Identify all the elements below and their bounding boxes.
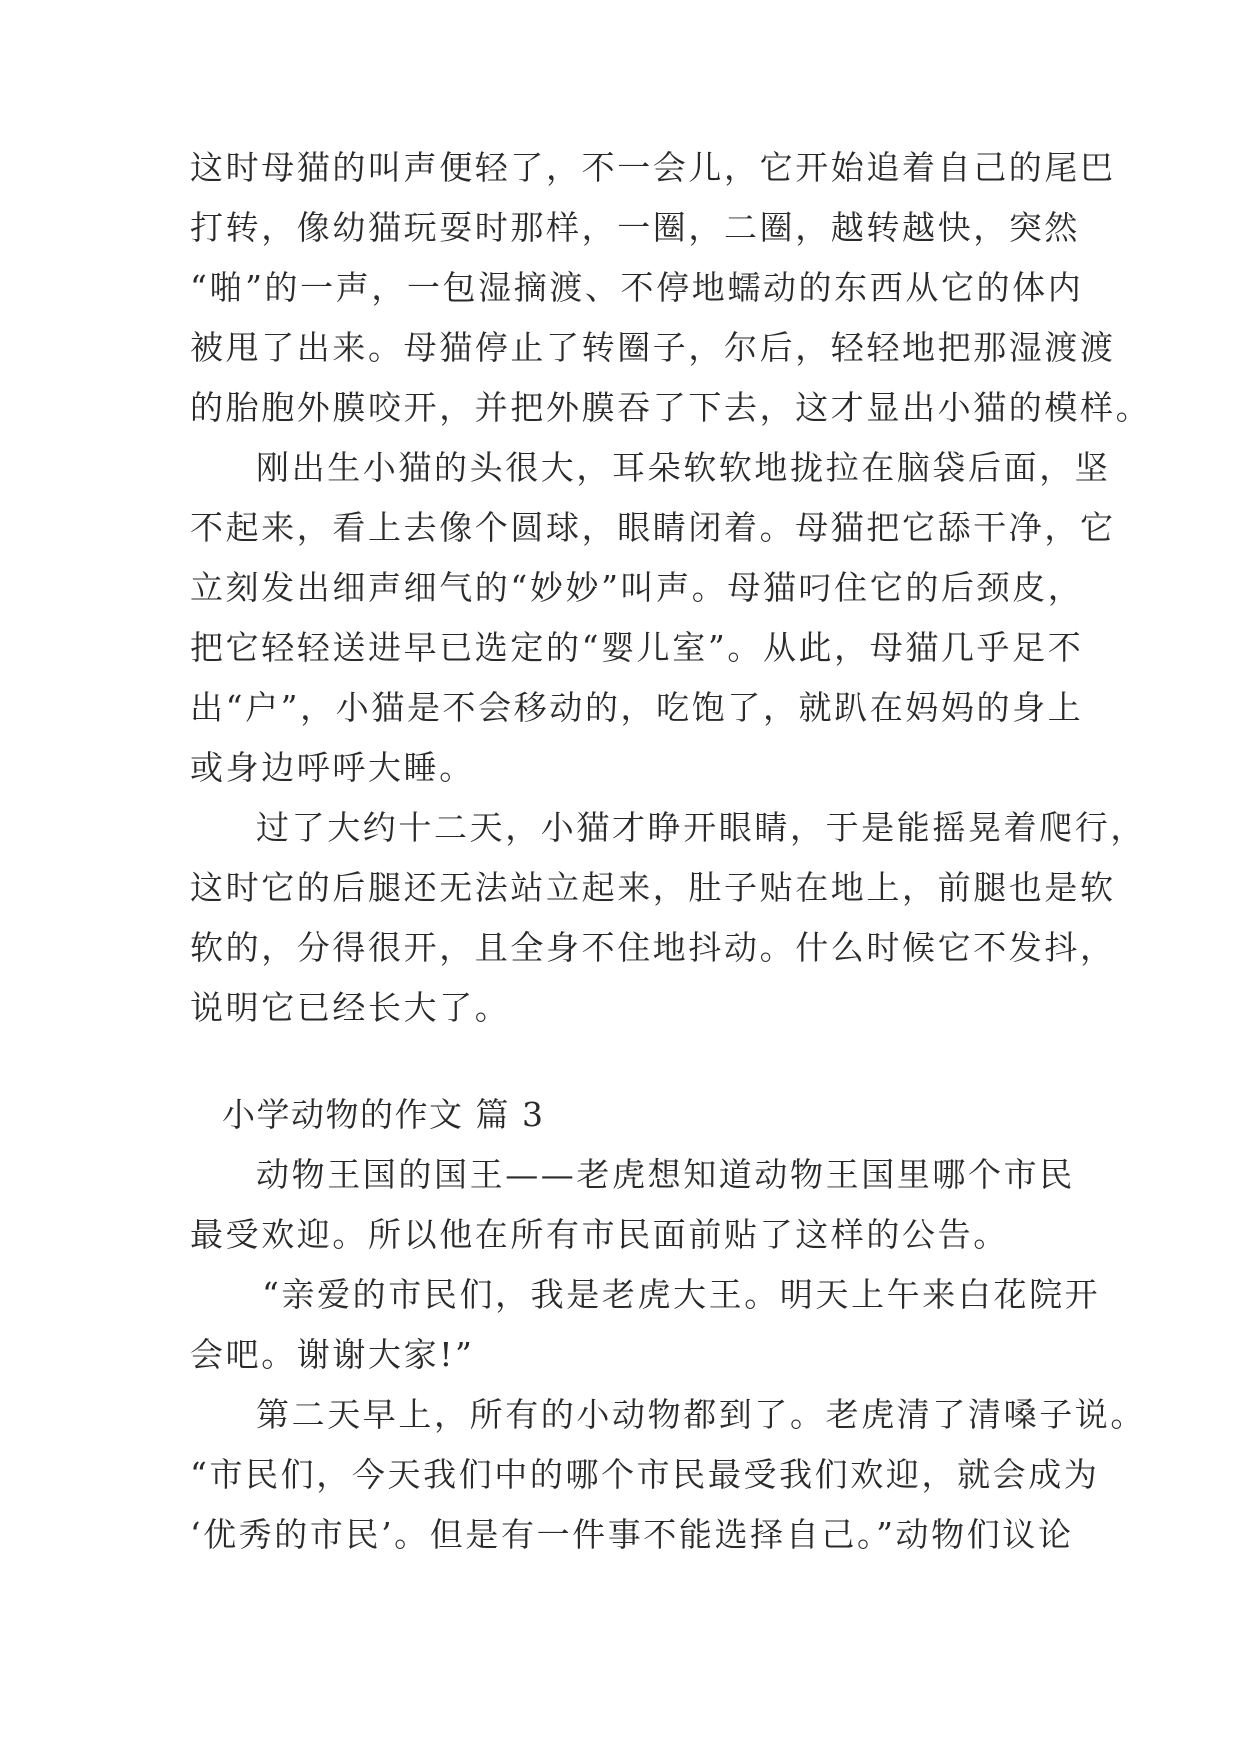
paragraph-2-line-6: 或身边呼呼大睡。 [190,748,475,787]
paragraph-2-line-3: 立刻发出细声细气的“妙妙”叫声。母猫叼住它的后颈皮， [190,568,1084,607]
paragraph-6-line-2: “市民们，今天我们中的哪个市民最受我们欢迎，就会成为 [190,1455,1100,1494]
paragraph-2-line-2: 不起来，看上去像个圆球，眼睛闭着。母猫把它舔干净，它 [190,508,1116,547]
paragraph-1-line-2: 打转，像幼猫玩耍时那样，一圈，二圈，越转越快，突然 [190,208,1080,247]
paragraph-1-line-3: “啪”的一声，一包湿摘渡、不停地蠕动的东西从它的体内 [190,268,1084,307]
paragraph-4-line-2: 最受欢迎。所以他在所有市民面前贴了这样的公告。 [190,1215,1009,1254]
paragraph-3-line-3: 软的，分得很开，且全身不住地抖动。什么时候它不发抖， [190,928,1116,967]
paragraph-6-line-3: ‘优秀的市民’。但是有一件事不能选择自己。”动物们议论 [190,1515,1074,1554]
paragraph-2-line-5: 出“户”，小猫是不会移动的，吃饱了，就趴在妈妈的身上 [190,688,1084,727]
paragraph-2-line-1: 刚出生小猫的头很大，耳朵软软地拢拉在脑袋后面，坚 [256,448,1111,487]
paragraph-3-line-4: 说明它已经长大了。 [190,988,511,1027]
paragraph-5-line-2: 会吧。谢谢大家!” [190,1335,475,1374]
paragraph-1-line-5: 的胎胞外膜咬开，并把外膜吞了下去，这才显出小猫的模样。 [190,388,1152,427]
section-heading: 小学动物的作文 篇 3 [222,1095,545,1134]
paragraph-2-line-4: 把它轻轻送进早已选定的“婴儿室”。从此，母猫几乎足不 [190,628,1084,667]
paragraph-3-line-1: 过了大约十二天，小猫才睁开眼睛，于是能摇晃着爬行， [256,808,1146,847]
paragraph-1-line-1: 这时母猫的叫声便轻了，不一会儿，它开始追着自己的尾巴 [190,148,1116,187]
paragraph-4-line-1: 动物王国的国王——老虎想知道动物王国里哪个市民 [256,1155,1075,1194]
paragraph-1-line-4: 被甩了出来。母猫停止了转圈子，尔后，轻轻地把那湿渡渡 [190,328,1116,367]
paragraph-5-line-1: “亲爱的市民们，我是老虎大王。明天上午来白花院开 [262,1275,1101,1314]
paragraph-6-line-1: 第二天早上，所有的小动物都到了。老虎清了清嗓子说。 [256,1395,1146,1434]
paragraph-3-line-2: 这时它的后腿还无法站立起来，肚子贴在地上，前腿也是软 [190,868,1116,907]
